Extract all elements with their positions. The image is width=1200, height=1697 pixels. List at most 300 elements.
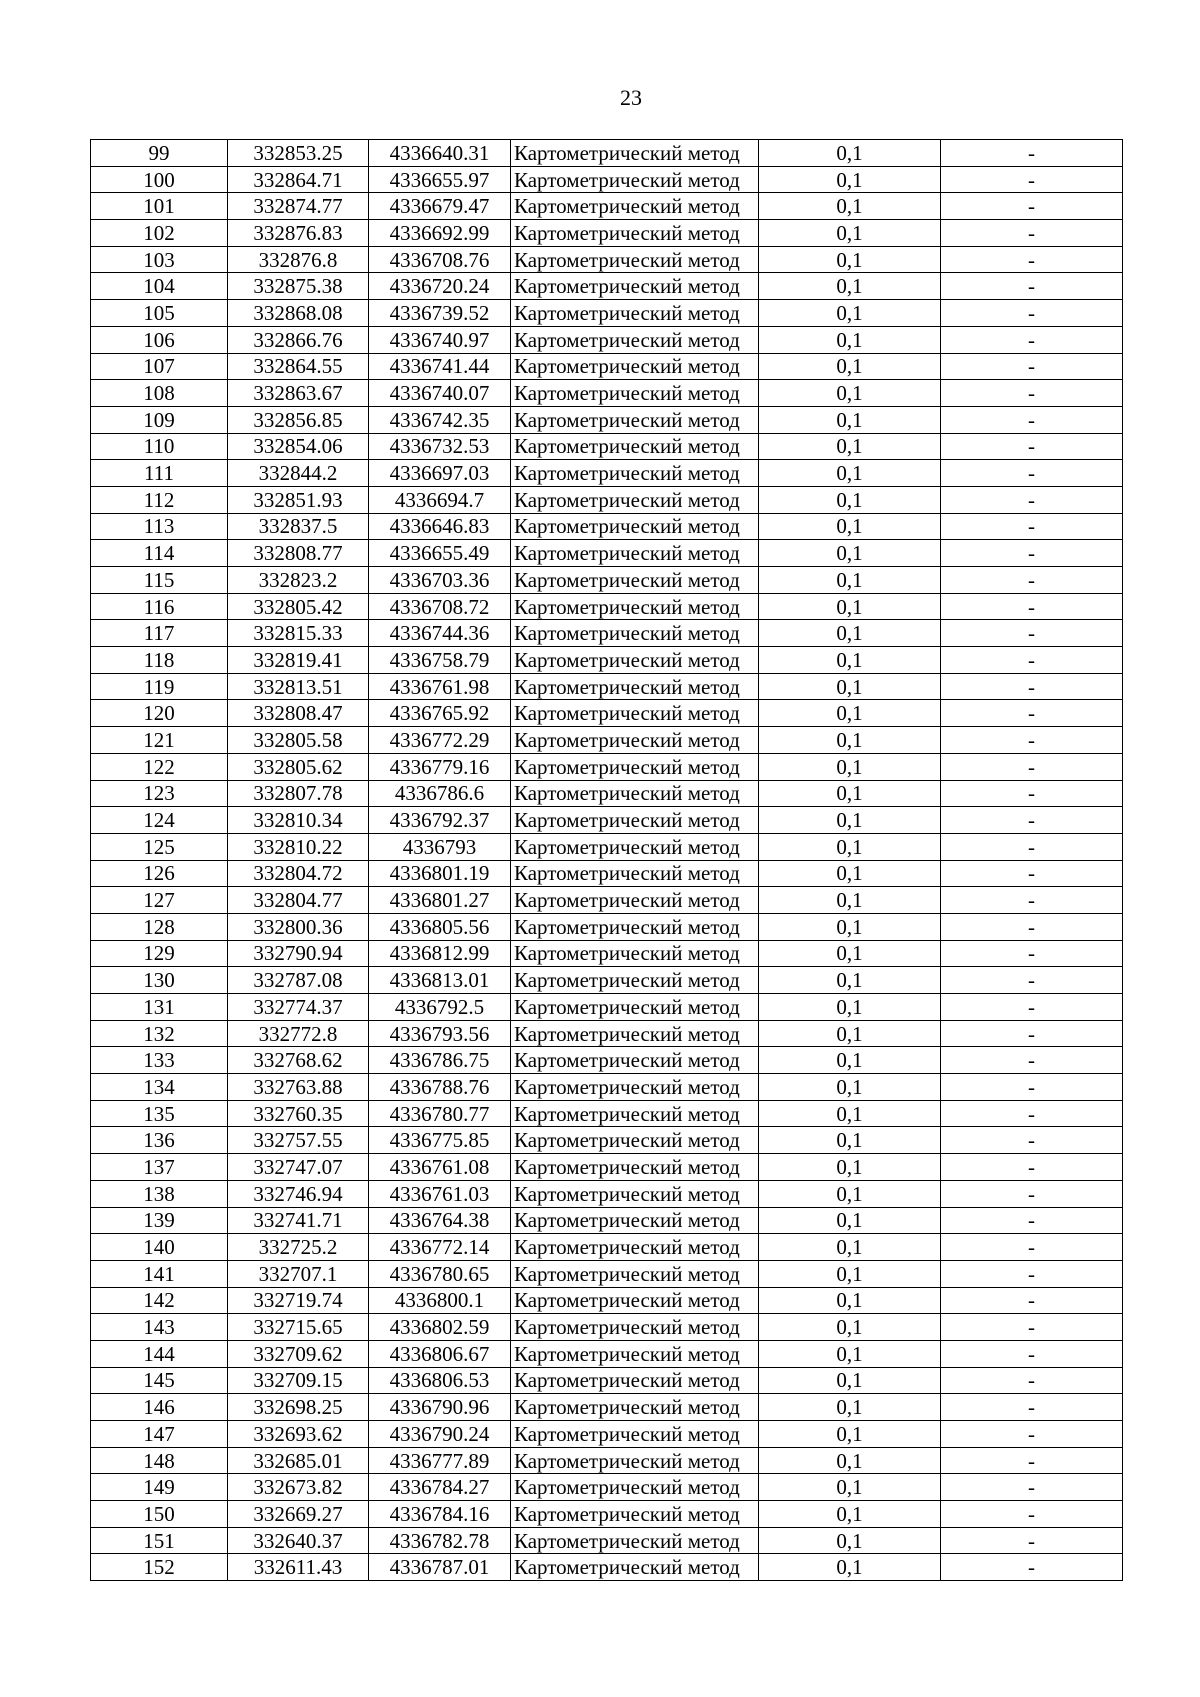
x-coordinate-cell: 332854.06 [228,433,369,460]
method-cell: Картометрический метод [511,246,759,273]
note-cell: - [941,1074,1123,1101]
accuracy-cell: 0,1 [759,620,941,647]
x-coordinate-cell: 332611.43 [228,1554,369,1581]
method-cell: Картометрический метод [511,220,759,247]
note-cell: - [941,140,1123,167]
point-number-cell: 130 [91,967,228,994]
x-coordinate-cell: 332768.62 [228,1047,369,1074]
point-number-cell: 123 [91,780,228,807]
x-coordinate-cell: 332725.2 [228,1234,369,1261]
y-coordinate-cell: 4336788.76 [369,1074,511,1101]
note-cell: - [941,1474,1123,1501]
point-number-cell: 110 [91,433,228,460]
table-row [91,780,1123,807]
x-coordinate-cell: 332640.37 [228,1527,369,1554]
x-coordinate-cell: 332864.71 [228,166,369,193]
y-coordinate-cell: 4336708.76 [369,246,511,273]
table-row [91,807,1123,834]
x-coordinate-cell: 332876.8 [228,246,369,273]
note-cell: - [941,967,1123,994]
note-cell: - [941,753,1123,780]
point-number-cell: 143 [91,1314,228,1341]
accuracy-cell: 0,1 [759,1020,941,1047]
table-row [91,1287,1123,1314]
note-cell: - [941,593,1123,620]
method-cell: Картометрический метод [511,1234,759,1261]
method-cell: Картометрический метод [511,1127,759,1154]
method-cell: Картометрический метод [511,593,759,620]
accuracy-cell: 0,1 [759,1367,941,1394]
note-cell: - [941,1047,1123,1074]
x-coordinate-cell: 332790.94 [228,940,369,967]
method-cell: Картометрический метод [511,406,759,433]
accuracy-cell: 0,1 [759,460,941,487]
y-coordinate-cell: 4336741.44 [369,353,511,380]
y-coordinate-cell: 4336742.35 [369,406,511,433]
table-row [91,967,1123,994]
method-cell: Картометрический метод [511,1367,759,1394]
accuracy-cell: 0,1 [759,1527,941,1554]
x-coordinate-cell: 332805.58 [228,727,369,754]
x-coordinate-cell: 332709.62 [228,1340,369,1367]
accuracy-cell: 0,1 [759,887,941,914]
table-row [91,620,1123,647]
table-row [91,486,1123,513]
table-row [91,860,1123,887]
y-coordinate-cell: 4336697.03 [369,460,511,487]
point-number-cell: 133 [91,1047,228,1074]
x-coordinate-cell: 332757.55 [228,1127,369,1154]
accuracy-cell: 0,1 [759,406,941,433]
method-cell: Картометрический метод [511,460,759,487]
point-number-cell: 135 [91,1100,228,1127]
note-cell: - [941,1394,1123,1421]
table-row [91,1474,1123,1501]
point-number-cell: 151 [91,1527,228,1554]
accuracy-cell: 0,1 [759,1207,941,1234]
note-cell: - [941,833,1123,860]
y-coordinate-cell: 4336764.38 [369,1207,511,1234]
note-cell: - [941,1260,1123,1287]
table-row [91,940,1123,967]
point-number-cell: 101 [91,193,228,220]
accuracy-cell: 0,1 [759,1554,941,1581]
table-row [91,1501,1123,1528]
y-coordinate-cell: 4336780.77 [369,1100,511,1127]
coordinates-table-body [91,140,1123,1581]
note-cell: - [941,567,1123,594]
y-coordinate-cell: 4336800.1 [369,1287,511,1314]
accuracy-cell: 0,1 [759,994,941,1021]
note-cell: - [941,913,1123,940]
point-number-cell: 105 [91,300,228,327]
accuracy-cell: 0,1 [759,940,941,967]
accuracy-cell: 0,1 [759,807,941,834]
y-coordinate-cell: 4336758.79 [369,647,511,674]
y-coordinate-cell: 4336732.53 [369,433,511,460]
x-coordinate-cell: 332741.71 [228,1207,369,1234]
y-coordinate-cell: 4336784.16 [369,1501,511,1528]
method-cell: Картометрический метод [511,166,759,193]
note-cell: - [941,460,1123,487]
note-cell: - [941,1421,1123,1448]
y-coordinate-cell: 4336793 [369,833,511,860]
x-coordinate-cell: 332715.65 [228,1314,369,1341]
method-cell: Картометрический метод [511,380,759,407]
table-row [91,1554,1123,1581]
point-number-cell: 131 [91,994,228,1021]
note-cell: - [941,860,1123,887]
point-number-cell: 139 [91,1207,228,1234]
method-cell: Картометрический метод [511,700,759,727]
y-coordinate-cell: 4336679.47 [369,193,511,220]
note-cell: - [941,620,1123,647]
table-row [91,994,1123,1021]
note-cell: - [941,1287,1123,1314]
accuracy-cell: 0,1 [759,1260,941,1287]
method-cell: Картометрический метод [511,1554,759,1581]
method-cell: Картометрический метод [511,1207,759,1234]
table-row [91,1127,1123,1154]
point-number-cell: 109 [91,406,228,433]
accuracy-cell: 0,1 [759,1180,941,1207]
accuracy-cell: 0,1 [759,486,941,513]
method-cell: Картометрический метод [511,433,759,460]
point-number-cell: 120 [91,700,228,727]
table-row [91,647,1123,674]
point-number-cell: 118 [91,647,228,674]
accuracy-cell: 0,1 [759,860,941,887]
method-cell: Картометрический метод [511,1474,759,1501]
point-number-cell: 112 [91,486,228,513]
y-coordinate-cell: 4336694.7 [369,486,511,513]
y-coordinate-cell: 4336640.31 [369,140,511,167]
point-number-cell: 128 [91,913,228,940]
note-cell: - [941,220,1123,247]
coordinates-table [90,139,1123,1581]
method-cell: Картометрический метод [511,967,759,994]
method-cell: Картометрический метод [511,887,759,914]
x-coordinate-cell: 332808.47 [228,700,369,727]
note-cell: - [941,940,1123,967]
method-cell: Картометрический метод [511,1394,759,1421]
point-number-cell: 107 [91,353,228,380]
y-coordinate-cell: 4336801.19 [369,860,511,887]
y-coordinate-cell: 4336787.01 [369,1554,511,1581]
y-coordinate-cell: 4336692.99 [369,220,511,247]
note-cell: - [941,1180,1123,1207]
method-cell: Картометрический метод [511,1447,759,1474]
table-row [91,1527,1123,1554]
point-number-cell: 116 [91,593,228,620]
accuracy-cell: 0,1 [759,220,941,247]
x-coordinate-cell: 332800.36 [228,913,369,940]
note-cell: - [941,513,1123,540]
table-row [91,1180,1123,1207]
point-number-cell: 111 [91,460,228,487]
x-coordinate-cell: 332844.2 [228,460,369,487]
method-cell: Картометрический метод [511,567,759,594]
x-coordinate-cell: 332804.77 [228,887,369,914]
accuracy-cell: 0,1 [759,326,941,353]
table-row [91,273,1123,300]
x-coordinate-cell: 332866.76 [228,326,369,353]
point-number-cell: 150 [91,1501,228,1528]
table-row [91,1047,1123,1074]
accuracy-cell: 0,1 [759,967,941,994]
accuracy-cell: 0,1 [759,1314,941,1341]
note-cell: - [941,540,1123,567]
note-cell: - [941,166,1123,193]
method-cell: Картометрический метод [511,1314,759,1341]
table-row [91,1367,1123,1394]
table-row [91,1074,1123,1101]
point-number-cell: 144 [91,1340,228,1367]
x-coordinate-cell: 332804.72 [228,860,369,887]
x-coordinate-cell: 332787.08 [228,967,369,994]
note-cell: - [941,1234,1123,1261]
point-number-cell: 104 [91,273,228,300]
table-row [91,1421,1123,1448]
y-coordinate-cell: 4336780.65 [369,1260,511,1287]
note-cell: - [941,727,1123,754]
table-row [91,673,1123,700]
point-number-cell: 119 [91,673,228,700]
table-row [91,140,1123,167]
accuracy-cell: 0,1 [759,540,941,567]
y-coordinate-cell: 4336761.03 [369,1180,511,1207]
y-coordinate-cell: 4336777.89 [369,1447,511,1474]
accuracy-cell: 0,1 [759,1394,941,1421]
method-cell: Картометрический метод [511,1020,759,1047]
method-cell: Картометрический метод [511,753,759,780]
point-number-cell: 127 [91,887,228,914]
table-row [91,1340,1123,1367]
note-cell: - [941,1447,1123,1474]
accuracy-cell: 0,1 [759,433,941,460]
method-cell: Картометрический метод [511,1421,759,1448]
y-coordinate-cell: 4336708.72 [369,593,511,620]
note-cell: - [941,1100,1123,1127]
x-coordinate-cell: 332693.62 [228,1421,369,1448]
y-coordinate-cell: 4336805.56 [369,913,511,940]
y-coordinate-cell: 4336786.75 [369,1047,511,1074]
table-row [91,460,1123,487]
point-number-cell: 140 [91,1234,228,1261]
point-number-cell: 102 [91,220,228,247]
y-coordinate-cell: 4336772.14 [369,1234,511,1261]
y-coordinate-cell: 4336812.99 [369,940,511,967]
method-cell: Картометрический метод [511,1501,759,1528]
accuracy-cell: 0,1 [759,193,941,220]
x-coordinate-cell: 332813.51 [228,673,369,700]
y-coordinate-cell: 4336740.07 [369,380,511,407]
point-number-cell: 129 [91,940,228,967]
table-row [91,1314,1123,1341]
table-row [91,220,1123,247]
method-cell: Картометрический метод [511,1074,759,1101]
table-row [91,380,1123,407]
method-cell: Картометрический метод [511,994,759,1021]
method-cell: Картометрический метод [511,860,759,887]
accuracy-cell: 0,1 [759,833,941,860]
y-coordinate-cell: 4336806.53 [369,1367,511,1394]
point-number-cell: 138 [91,1180,228,1207]
point-number-cell: 152 [91,1554,228,1581]
point-number-cell: 148 [91,1447,228,1474]
x-coordinate-cell: 332673.82 [228,1474,369,1501]
note-cell: - [941,1207,1123,1234]
x-coordinate-cell: 332805.42 [228,593,369,620]
point-number-cell: 115 [91,567,228,594]
point-number-cell: 149 [91,1474,228,1501]
accuracy-cell: 0,1 [759,1127,941,1154]
method-cell: Картометрический метод [511,300,759,327]
table-row [91,593,1123,620]
method-cell: Картометрический метод [511,940,759,967]
x-coordinate-cell: 332810.22 [228,833,369,860]
note-cell: - [941,380,1123,407]
point-number-cell: 136 [91,1127,228,1154]
accuracy-cell: 0,1 [759,673,941,700]
method-cell: Картометрический метод [511,673,759,700]
x-coordinate-cell: 332815.33 [228,620,369,647]
y-coordinate-cell: 4336740.97 [369,326,511,353]
table-row [91,1154,1123,1181]
x-coordinate-cell: 332763.88 [228,1074,369,1101]
method-cell: Картометрический метод [511,1340,759,1367]
y-coordinate-cell: 4336790.24 [369,1421,511,1448]
note-cell: - [941,486,1123,513]
y-coordinate-cell: 4336646.83 [369,513,511,540]
x-coordinate-cell: 332863.67 [228,380,369,407]
point-number-cell: 100 [91,166,228,193]
table-row [91,1394,1123,1421]
point-number-cell: 145 [91,1367,228,1394]
point-number-cell: 113 [91,513,228,540]
table-row [91,833,1123,860]
note-cell: - [941,406,1123,433]
note-cell: - [941,700,1123,727]
y-coordinate-cell: 4336802.59 [369,1314,511,1341]
method-cell: Картометрический метод [511,780,759,807]
method-cell: Картометрический метод [511,326,759,353]
x-coordinate-cell: 332685.01 [228,1447,369,1474]
y-coordinate-cell: 4336782.78 [369,1527,511,1554]
accuracy-cell: 0,1 [759,647,941,674]
x-coordinate-cell: 332875.38 [228,273,369,300]
note-cell: - [941,807,1123,834]
method-cell: Картометрический метод [511,620,759,647]
method-cell: Картометрический метод [511,1260,759,1287]
accuracy-cell: 0,1 [759,593,941,620]
x-coordinate-cell: 332856.85 [228,406,369,433]
table-row [91,913,1123,940]
method-cell: Картометрический метод [511,727,759,754]
y-coordinate-cell: 4336775.85 [369,1127,511,1154]
point-number-cell: 122 [91,753,228,780]
accuracy-cell: 0,1 [759,1287,941,1314]
y-coordinate-cell: 4336793.56 [369,1020,511,1047]
x-coordinate-cell: 332874.77 [228,193,369,220]
accuracy-cell: 0,1 [759,353,941,380]
table-row [91,406,1123,433]
y-coordinate-cell: 4336739.52 [369,300,511,327]
point-number-cell: 141 [91,1260,228,1287]
method-cell: Картометрический метод [511,140,759,167]
accuracy-cell: 0,1 [759,380,941,407]
table-row [91,353,1123,380]
method-cell: Картометрический метод [511,1100,759,1127]
note-cell: - [941,1127,1123,1154]
table-row [91,513,1123,540]
table-row [91,753,1123,780]
y-coordinate-cell: 4336703.36 [369,567,511,594]
x-coordinate-cell: 332746.94 [228,1180,369,1207]
x-coordinate-cell: 332823.2 [228,567,369,594]
note-cell: - [941,353,1123,380]
accuracy-cell: 0,1 [759,1100,941,1127]
accuracy-cell: 0,1 [759,140,941,167]
method-cell: Картометрический метод [511,353,759,380]
note-cell: - [941,246,1123,273]
x-coordinate-cell: 332819.41 [228,647,369,674]
table-row [91,326,1123,353]
method-cell: Картометрический метод [511,1047,759,1074]
note-cell: - [941,273,1123,300]
point-number-cell: 147 [91,1421,228,1448]
y-coordinate-cell: 4336744.36 [369,620,511,647]
x-coordinate-cell: 332707.1 [228,1260,369,1287]
accuracy-cell: 0,1 [759,300,941,327]
note-cell: - [941,1020,1123,1047]
table-row [91,1020,1123,1047]
x-coordinate-cell: 332805.62 [228,753,369,780]
point-number-cell: 117 [91,620,228,647]
note-cell: - [941,1554,1123,1581]
note-cell: - [941,780,1123,807]
x-coordinate-cell: 332864.55 [228,353,369,380]
note-cell: - [941,193,1123,220]
point-number-cell: 124 [91,807,228,834]
point-number-cell: 99 [91,140,228,167]
method-cell: Картометрический метод [511,1180,759,1207]
x-coordinate-cell: 332719.74 [228,1287,369,1314]
method-cell: Картометрический метод [511,1287,759,1314]
x-coordinate-cell: 332698.25 [228,1394,369,1421]
table-row [91,727,1123,754]
point-number-cell: 142 [91,1287,228,1314]
table-row [91,887,1123,914]
y-coordinate-cell: 4336786.6 [369,780,511,807]
table-row [91,567,1123,594]
point-number-cell: 125 [91,833,228,860]
method-cell: Картометрический метод [511,807,759,834]
y-coordinate-cell: 4336792.37 [369,807,511,834]
table-row [91,1447,1123,1474]
point-number-cell: 134 [91,1074,228,1101]
accuracy-cell: 0,1 [759,513,941,540]
page-number: 23 [620,85,642,110]
point-number-cell: 146 [91,1394,228,1421]
accuracy-cell: 0,1 [759,780,941,807]
accuracy-cell: 0,1 [759,1074,941,1101]
accuracy-cell: 0,1 [759,1047,941,1074]
note-cell: - [941,300,1123,327]
table-row [91,1234,1123,1261]
x-coordinate-cell: 332810.34 [228,807,369,834]
x-coordinate-cell: 332808.77 [228,540,369,567]
